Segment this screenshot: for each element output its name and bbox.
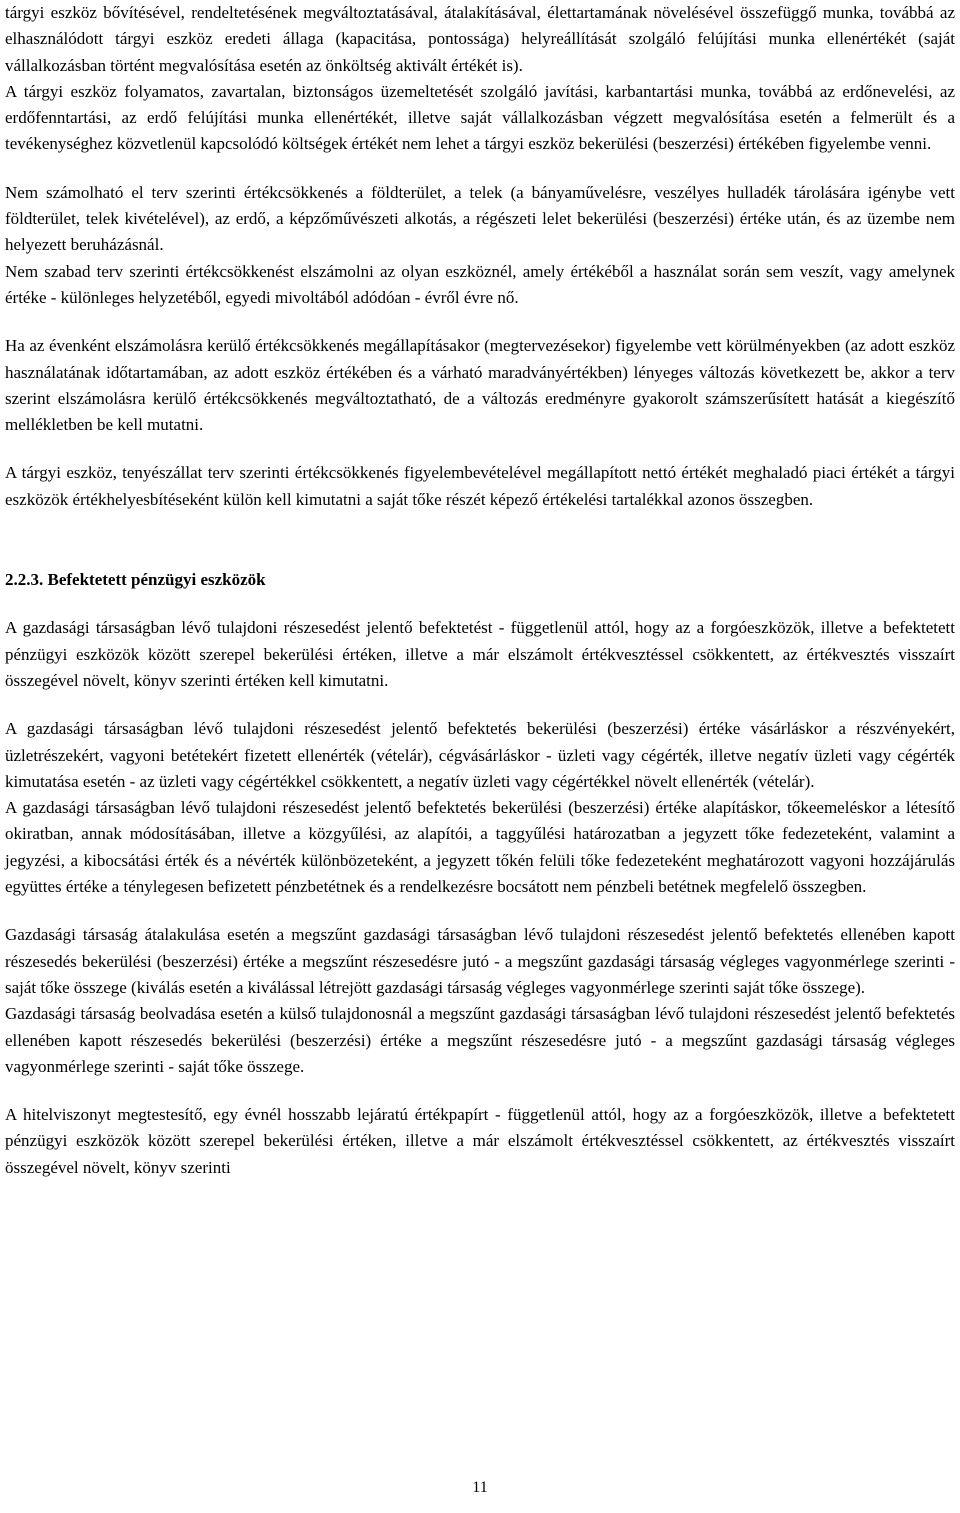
paragraph: Ha az évenként elszámolásra kerülő értékcsökkenés megállapításakor (megtervezésekor) figyelembe vett körülményekben (az adott eszköz használatának időtartamában, az adott eszköz értékében és a várható maradványértékben) lényeges változás következett be, akkor a terv szerint elszámolásra kerülő értékcsökkenés megváltoztatható, de a változás eredményre gyakorolt számszerűsített hatását a kiegészítő mellékletben be kell mutatni. xyxy=(5,336,955,435)
paragraph: Gazdasági társaság átalakulása esetén a megszűnt gazdasági társaságban lévő tulajdoni részesedést jelentő befektetés ellenében kapott részesedés bekerülési (beszerzési) értéke a megszűnt részesedésre jutó - a megszűnt gazdasági társaság végleges vagyonmérlege szerinti - saját tőke összege (kiválás esetén a kiválással létrejött gazdasági társaság végleges vagyonmérlege szerinti saját tőke összege). xyxy=(5,925,955,997)
paragraph: Nem számolható el terv szerinti értékcsökkenés a földterület, a telek (a bányaművelésre, veszélyes hulladék tárolására igénybe vett földterület, telek kivételével), az erdő, a képzőművészeti alkotás, a régészeti lelet bekerülési (beszerzési) értéke után, és az üzembe nem helyezett beruházásnál. xyxy=(5,182,955,255)
page-number: 11 xyxy=(472,1479,488,1496)
paragraph: Gazdasági társaság beolvadása esetén a külső tulajdonosnál a megszűnt gazdasági társaságban lévő tulajdoni részesedést jelentő befektetés ellenében kapott részesedés bekerülési (beszerzési) értéke a megszűnt részesedésre jutó - a megszűnt gazdasági társaság végleges vagyonmérlege szerinti - saját tőke összege. xyxy=(5,1004,955,1076)
paragraph: A gazdasági társaságban lévő tulajdoni részesedést jelentő befektetést - függetlenül attól, hogy az a forgóeszközök, illetve a befektetett pénzügyi eszközök között szerepel bekerülési értéken, illetve a már elszámolt értékvesztéssel csökkentett, az értékvesztés visszaírt összegével növelt, könyv szerinti értéken kell kimutatni. xyxy=(5,618,955,690)
paragraph: Nem szabad terv szerinti értékcsökkenést elszámolni az olyan eszköznél, amely értékéből a használat során sem veszít, vagy amelynek értéke - különleges helyzetéből, egyedi mivoltából adódóan - évről évre nő. xyxy=(5,261,955,307)
paragraph: A tárgyi eszköz folyamatos, zavartalan, biztonságos üzemeltetését szolgáló javítási, karbantartási munka, továbbá az erdőnevelési, az erdőfenntartási, az erdő felújítási munka ellenértékét, illetve saját vállalkozásban végzett megvalósítása esetén a felmerült és a tevékenységhez közvetlenül kapcsolódó költségek értékét nem lehet a tárgyi eszköz bekerülési (beszerzési) értékében figyelembe venni. xyxy=(5,81,955,154)
paragraph: A tárgyi eszköz, tenyészállat terv szerinti értékcsökkenés figyelembevételével megállapított nettó értékét meghaladó piaci értékét a tárgyi eszközök értékhelyesbítéseként külön kell kimutatni a saját tőke részét képező értékelési tartalékkal azonos összegben. xyxy=(5,463,955,509)
paragraph: tárgyi eszköz bővítésével, rendeltetésének megváltoztatásával, átalakításával, élettartamának növelésével összefüggő munka, továbbá az elhasználódott tárgyi eszköz eredeti állaga (kapacitása, pontossága) helyreállítását szolgáló felújítási munka ellenértékét (saját vállalkozásban történt megvalósítása esetén az önköltség aktivált értékét is). xyxy=(5,3,955,75)
section-heading: 2.2.3. Befektetett pénzügyi eszközök xyxy=(5,570,266,590)
paragraph: A gazdasági társaságban lévő tulajdoni részesedést jelentő befektetés bekerülési (beszerzési) értéke alapításkor, tőkeemeléskor a létesítő okiratban, annak módosításában, illetve a közgyűlési, az alapítói, a taggyűlési határozatban a jegyzett tőke fedezeteként, valamint a jegyzési, a kibocsátási érték és a névérték különbözeteként, a jegyzett tőkén felüli tőke fedezeteként meghatározott vagyoni hozzájárulás együttes értéke a ténylegesen befizetett pénzbetétnek és a rendelkezésre bocsátott nem pénzbeli betétnek megfelelő összegben. xyxy=(5,798,955,897)
paragraph: A hitelviszonyt megtestesítő, egy évnél hosszabb lejáratú értékpapírt - függetlenül attól, hogy az a forgóeszközök, illetve a befektetett pénzügyi eszközök között szerepel bekerülési értéken, illetve a már elszámolt értékvesztéssel csökkentett, az értékvesztés visszaírt összegével növelt, könyv szerinti xyxy=(5,1105,955,1177)
document-page xyxy=(5,0,955,1181)
paragraph: A gazdasági társaságban lévő tulajdoni részesedést jelentő befektetés bekerülési (beszerzési) értéke vásárláskor a részvényekért, üzletrészekért, vagyoni betétekért fizetett ellenérték (vételár), cégvásárláskor - üzleti vagy cégérték, illetve negatív üzleti vagy cégérték kimutatása esetén - az üzleti vagy cégértékkel csökkentett, a negatív üzleti vagy cégértékkel növelt ellenérték (vételár). xyxy=(5,719,955,791)
